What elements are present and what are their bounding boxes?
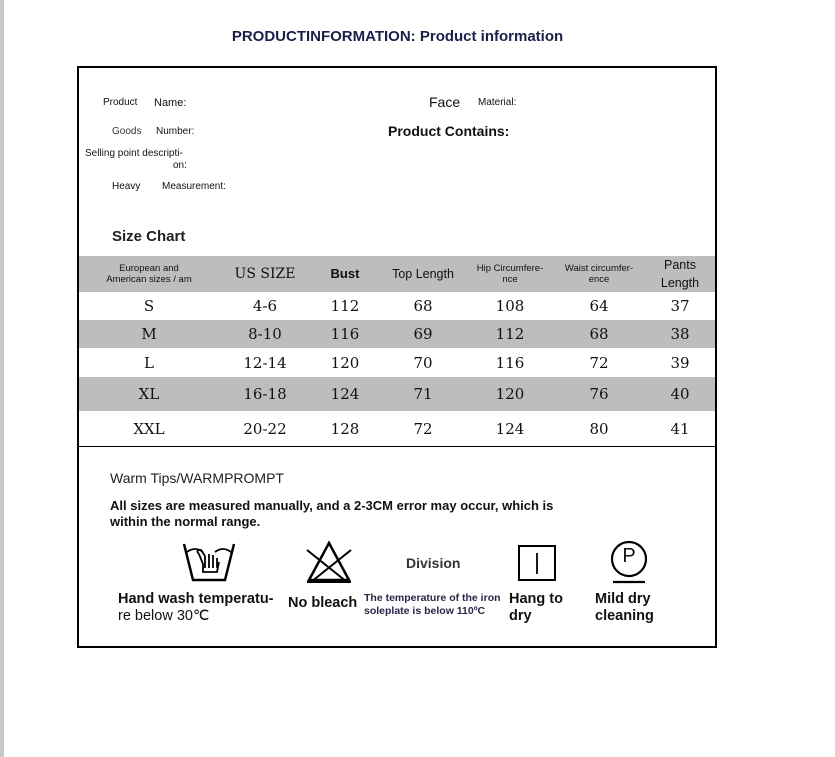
- cell-hip: 120: [467, 377, 553, 411]
- cell-waist: 76: [553, 377, 645, 411]
- header-eu-size: European and American sizes / am: [79, 256, 219, 292]
- hand-wash-icon: [181, 540, 237, 584]
- cell-bust: 124: [311, 377, 379, 411]
- size-table-header: [79, 256, 715, 292]
- cell-us: 20-22: [219, 411, 311, 447]
- cell-pants: 40: [645, 377, 715, 411]
- header-waist: Waist circumfer- ence: [553, 256, 645, 292]
- table-row: [79, 320, 715, 348]
- dry-clean-label: Mild dry cleaning: [595, 591, 654, 624]
- product-label: Product: [103, 97, 138, 108]
- no-bleach-label: No bleach: [288, 595, 358, 611]
- warm-tips-body: All sizes are measured manually, and a 2-3CM error may occur, which is within the normal range.: [110, 498, 554, 529]
- division-label: Division: [406, 555, 461, 571]
- product-info-frame: [77, 66, 717, 648]
- cell-size: XL: [79, 377, 219, 411]
- cell-us: 8-10: [219, 320, 311, 348]
- cell-top: 72: [379, 411, 467, 447]
- warm-tips-title: Warm Tips/WARMPROMPT: [110, 470, 284, 486]
- cell-us: 16-18: [219, 377, 311, 411]
- size-chart-table: [79, 256, 715, 447]
- cell-size: XXL: [79, 411, 219, 447]
- measurement-label: Measurement:: [162, 181, 226, 192]
- goods-label: Goods: [112, 126, 142, 137]
- header-bust: Bust: [311, 256, 379, 292]
- cell-hip: 116: [495, 353, 525, 372]
- cell-bust: 120: [330, 353, 360, 372]
- selling-point-label-line1: Selling point descripti-: [85, 148, 183, 159]
- cell-bust: 112: [330, 297, 360, 315]
- cell-pants: 39: [670, 353, 690, 372]
- cell-top: 71: [379, 377, 467, 411]
- cell-hip: 124: [467, 411, 553, 447]
- table-row: [79, 411, 715, 447]
- table-row: [79, 377, 715, 411]
- header-us-size: US SIZE: [219, 256, 311, 292]
- hang-dry-label: Hang to dry: [509, 591, 563, 624]
- cell-top: 68: [413, 297, 433, 315]
- table-row: [79, 292, 715, 320]
- page-title: PRODUCTINFORMATION: Product information: [231, 28, 564, 45]
- name-label: Name:: [154, 97, 187, 109]
- cell-bust: 128: [311, 411, 379, 447]
- dry-clean-symbol: P: [622, 545, 636, 567]
- hang-dry-icon: [517, 544, 557, 582]
- cell-size: L: [144, 353, 154, 372]
- size-chart-title: Size Chart: [112, 228, 186, 245]
- iron-label: The temperature of the iron soleplate is below 110ºC: [364, 592, 501, 617]
- cell-waist: 72: [589, 353, 609, 372]
- cell-pants: 37: [670, 297, 690, 315]
- cell-us: 12-14: [243, 353, 287, 372]
- cell-hip: 108: [495, 297, 525, 315]
- selling-point-label-line2: on:: [173, 160, 187, 171]
- hand-wash-label: Hand wash temperatu- re below 30℃: [118, 591, 274, 624]
- header-hip: Hip Circumfere- nce: [467, 256, 553, 292]
- cell-size: S: [143, 297, 155, 315]
- cell-size: M: [79, 320, 219, 348]
- header-top-length: Top Length: [379, 256, 467, 292]
- number-label: Number:: [156, 126, 195, 137]
- table-row: [79, 348, 715, 377]
- cell-waist: 80: [553, 411, 645, 447]
- material-label: Material:: [478, 97, 517, 108]
- face-label: Face: [429, 94, 461, 110]
- left-edge-strip: [0, 0, 4, 757]
- cell-waist: 64: [589, 297, 609, 315]
- dry-clean-icon: [609, 540, 649, 584]
- cell-top: 70: [413, 353, 433, 372]
- product-contains-label: Product Contains:: [388, 123, 510, 139]
- cell-hip: 112: [467, 320, 553, 348]
- cell-pants: 41: [645, 411, 715, 447]
- cell-us: 4-6: [252, 297, 278, 315]
- cell-waist: 68: [553, 320, 645, 348]
- heavy-label: Heavy: [112, 181, 141, 192]
- cell-bust: 116: [311, 320, 379, 348]
- cell-pants: 38: [645, 320, 715, 348]
- no-bleach-icon: [303, 540, 355, 584]
- header-pants-length: Pants Length: [645, 256, 715, 292]
- cell-top: 69: [379, 320, 467, 348]
